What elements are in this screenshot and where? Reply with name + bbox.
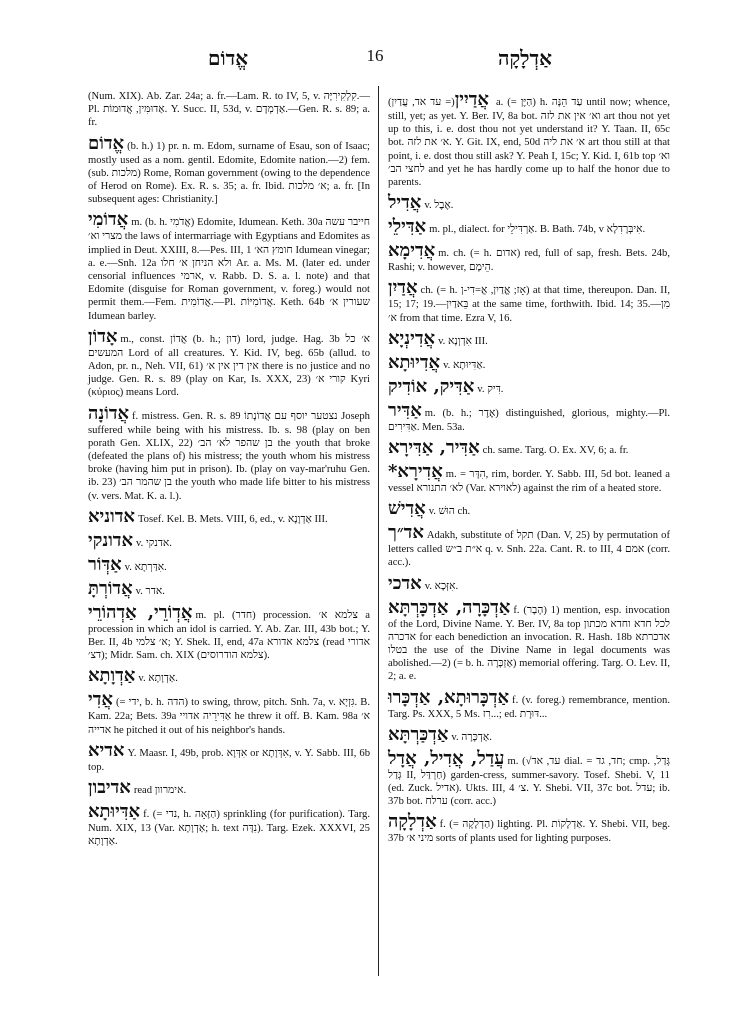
- dictionary-entry: [88, 327, 370, 400]
- headword: אדיא: [88, 739, 125, 761]
- entry-text: m. pl. (חדר) procession. צלמא א׳ a procession in which an idol is carried. Y. Ab. Zar. III, 43b bot.; Y. Ber. II, 4b א׳ צלמי; Y. Shek. II, end, 47a צלמא אדורא (read אדורי דצ׳); Midr. Sam. ch. XIX (צלמא הודרוסים).: [88, 609, 370, 662]
- entry-text: v. אַדְוָתָא.: [138, 673, 178, 685]
- dictionary-entry: [388, 688, 670, 721]
- dictionary-entry: [388, 462, 670, 495]
- headword: אדיבון: [88, 777, 131, 799]
- dictionary-entry: [388, 401, 670, 434]
- entry-text: f. (הָבָר) 1) mention, esp. invocation of the Lord, Divine Name. Y. Ber. IV, 8a top לכל חדא וחדא מכתון אדכרה for each benediction an invocation. R. Hash. 18b אדכרתא בטלו the use of the Divine Name in legal documents was abolished.—2) (= b. h. אַזְכָּרָה) memorial offering. Targ. O. Lev. II, 2; a. e.: [388, 604, 671, 683]
- dictionary-entry: [88, 603, 370, 663]
- dictionary-entry: [388, 749, 670, 809]
- dictionary-entry: [388, 193, 670, 213]
- page-number: 16: [366, 46, 384, 65]
- headword: אֲדוֹמִי: [88, 209, 129, 231]
- dictionary-entry: [388, 438, 670, 458]
- dictionary-entry: [388, 353, 670, 373]
- left-running-head: אֱדוֹם: [208, 46, 249, 70]
- dictionary-entry: [88, 531, 370, 551]
- headword: אַדְכָּרוּתָא, אַדְכָּרוּ: [388, 686, 510, 708]
- dictionary-entry: [88, 555, 370, 575]
- headword: אַדִּיק, אוֹדִיק: [388, 375, 475, 397]
- left-column: [88, 90, 370, 853]
- entry-text: v. אִזְּכָא.: [424, 580, 459, 592]
- entry-text: m. (√עד, אד dial. = חד, גד; cmp. גְּדַל, גְּדַל II, חַרְדַּל) garden-cress, summer-savory. Tosef. Shebi. V, 11 (ed. Zuck. אדיל). Ukts. III, 4 צ׳. Y. Shebi. VII, 37c bot. עדל; ib. 37b bot. ערלח (corr. acc.): [388, 755, 671, 808]
- headword: אֲדַיִין: [454, 89, 489, 110]
- entry-text: f. mistress. Gen. R. s. 89 נצטער יוסף עם אֲדוֹנָתוֹ Joseph suffered while being with his mistress. Ib. s. 98 (play on ben porath Gen. XLIX, 22) בן שהפר לא׳ הב׳ the youth that broke (defeated the plans of) his mistress; the youth whom his mistress broke (having him put in prison). Ib. (play on vay-mar'ruhu Gen. ib. 23) בן שהמר הב׳ the youth who made life bitter to his mistress (v. vers. Mat. K. a. l.).: [88, 410, 371, 502]
- headword: אֲדִישׁ: [388, 498, 426, 520]
- headword: אַדִּילֵי: [388, 216, 427, 238]
- entry-text: v. אדר.: [135, 585, 165, 597]
- entry-text: v. אַדִּיוּתָא.: [443, 359, 486, 371]
- entry-text: m., const. אֲדוֹן (b. h.; דון) lord, judge. Hag. 3b א׳ כל המעשים Lord of all creatures. Y. Kid. IV, beg. 65b (allud. to Adon, pr. n., Neh. VII, 61) אין דין אין א׳ there is no justice and no judge. Gen. R. s. 89 (play on Kar, Is. XXX, 23) קורי א׳ Kyri (κύριος) means Lord.: [88, 333, 370, 399]
- dictionary-entry: [388, 329, 670, 349]
- page-header: [88, 46, 662, 80]
- headword: אֲדִי: [88, 689, 113, 711]
- dictionary-entry: [88, 404, 370, 503]
- entry-text: f. (= הַדְלָקָה) lighting. Pl. אַדְלָקוֹת. Y. Shebi. VII, beg. 37b מיני א׳ sorts of plants used for lighting purposes.: [388, 819, 670, 845]
- dictionary-entry: [388, 574, 670, 594]
- entry-text: m. = הִדָּר, rim, border. Y. Sabb. III, 5d bot. leaned a vessel לא׳ התנורא (Var. לאוירא) against the rim of a heated store.: [388, 469, 670, 495]
- dictionary-entry: [388, 598, 670, 684]
- entry-text: m. (b. h.; אֶדֶר) distinguished, glorious, mighty.—Pl. אַדִּירִים. Men. 53a.: [388, 407, 670, 433]
- dictionary-entry: [88, 210, 370, 322]
- column-divider: [378, 86, 379, 976]
- right-column: [388, 90, 670, 850]
- dictionary-entry: [388, 812, 670, 845]
- entry-text: read אימרוון.: [133, 785, 187, 797]
- headword: אָדוֹן: [88, 325, 118, 347]
- headword: אֲדִימָא: [388, 240, 436, 262]
- dictionary-entry: [88, 778, 370, 798]
- dictionary-entry: [88, 802, 370, 848]
- entry-text: Tosef. Kel. B. Mets. VIII, 6, ed., v. אַדְוָנָא III.: [137, 513, 328, 525]
- headword: אֲדִיוּתָא: [388, 351, 441, 373]
- entry-text: v. אדנקי.: [136, 537, 172, 549]
- headword: אַדְכָּרָה, אַדְכָּרְתָּא: [388, 596, 511, 618]
- entry-text: v. אֶבֶל.: [424, 200, 454, 212]
- entry-text: (Num. XIX). Ab. Zar. 24a; a. fr.—Lam. R. to IV, 5, v. קִלְקִירִיָּה.—Pl. אַדוּמִּין, אֲדוּמוֹת. Y. Succ. II, 53d, v. אַדְמְדָם.—Gen. R. s. 89; a. fr.: [88, 91, 370, 129]
- headword: אַדִּיר: [388, 399, 422, 421]
- entry-text: (b. h.) 1) pr. n. m. Edom, surname of Esau, son of Isaac; mostly used as a nom. gentil. Edomite, Edomite nation.—2) fem. (sub. מלכות) Rome, Roman government (owing to the dependence of Herod on Rome). Ex. R. s. 35; a. fr. Ibid. א׳ מלכות; a. fr. [In subsequent ages: Christianity.]: [88, 140, 370, 206]
- headword: אַדְּוֹר: [88, 553, 122, 575]
- headword: אֱדוֹם: [88, 132, 125, 154]
- entry-text: Y. Maasr. I, 49b, prob. אִדְּוָא or אִדְּוָתָא, v. Y. Sabb. III, 6b top.: [88, 747, 370, 773]
- entry-text: (= ידי, b. h. הדה) to swing, throw, pitch. Snh. 7a, v. גִּזְיָא. B. Kam. 22a; Bets. 39a אַדִּירֵיה אדויי he threw it off. B. Kam. 98a א׳ אדייה he pitched it out of his neighbor's hands.: [88, 697, 371, 736]
- entry-text: v. דִּיק.: [477, 383, 504, 395]
- headword: אַדִּיר, אַדִּירָא: [388, 437, 480, 459]
- dictionary-entry: [388, 90, 670, 189]
- headword: אֲדוֹרְתָּ: [88, 577, 133, 599]
- dictionary-entry: [388, 523, 670, 569]
- headword: אֲדִינְיָא: [388, 327, 436, 349]
- headword: אֲדַיִן: [388, 277, 418, 299]
- entry-text: m. ch. (= h. אדום) red, full of sap, fresh. Bets. 24b, Rashi; v. however, הֵימָם.: [388, 248, 671, 274]
- headword: אֲדְוֹרֵי, אַדְהוֹרֵי: [88, 601, 193, 623]
- headword: אַדְכַּרְתָּא: [388, 723, 449, 745]
- entry-text: ch. same. Targ. O. Ex. XV, 6; a. fr.: [482, 445, 629, 457]
- entry-text: v. אִדְוְנָא III.: [438, 335, 488, 347]
- headword: אֲדִיל: [388, 192, 422, 214]
- entry-text: v. אַדְכָּרָה.: [451, 731, 492, 743]
- dictionary-entry: [88, 666, 370, 686]
- headword: אַדִּיוּתָא: [88, 801, 141, 823]
- dictionary-entry: [88, 690, 370, 736]
- dictionary-entry: [88, 579, 370, 599]
- dictionary-entry: [88, 90, 370, 130]
- entry-text: f. (v. foreg.) remembrance, mention. Targ. Ps. XXX, 5 Ms. רִז...; ed. דּוּרָת...: [388, 694, 670, 720]
- headword: אֲדוֹנָה: [88, 402, 130, 424]
- dictionary-entry: [388, 499, 670, 519]
- dictionary-entry: [388, 377, 670, 397]
- headword: אַדְלָקָה: [388, 811, 437, 833]
- headword: אדוניא: [88, 505, 135, 527]
- dictionary-entry: [388, 241, 670, 274]
- dictionary-entry: [388, 217, 670, 237]
- dictionary-entry: [88, 507, 370, 527]
- headword: אדונקי: [88, 529, 134, 551]
- headword: אדכי: [388, 572, 422, 594]
- dictionary-entry: [388, 278, 670, 324]
- entry-text: v. אִדַּרְתָא.: [124, 561, 167, 573]
- dictionary-entry: [88, 134, 370, 207]
- headword: עֲדַל, אֲדִיל, אֲדָל: [388, 747, 505, 769]
- entry-text: v. הוּשׁ ch.: [428, 506, 471, 518]
- entry-text: Adakh, substitute of תקל (Dan. V, 25) by permutation of letters called א״ת ב״ש q. v. Snh. 22a. Cant. R. to III, 4 אמם (corr. acc.).: [388, 530, 671, 569]
- dictionary-entry: [388, 725, 670, 745]
- entry-text: m. (b. h. אֲדֹמִי) Edomite, Idumean. Keth. 30a חייבר עשה מצרי וא׳ the laws of intermarriage with Egyptians and Edomites as implied in Deut. XXIII, 8.—Pes. III, 1 חומץ הא׳ Idumean vinegar; a. e.—Snh. 12a ולא הניחן א׳ חלו Ar. a. Ms. M. (later ed. under censorial influences ארמי, v. Rabb. D. S. a. l. note) and that Edomite (disguise for Roman government, v. foreg.) would not permit them.—Fem. אֲדוֹמִית.—Pl. אֲדוֹמִיּוֹת. Keth. 64b שעורין א׳ Idumean barley.: [88, 217, 371, 322]
- right-running-head: אַדְלָקָה: [497, 46, 552, 70]
- entry-text: f. (= נדי, h. הַזָּאָה) sprinkling (for purification). Targ. Num. XIX, 13 (Var. אַדְוָתָא; h. text נִדָּה). Targ. Ezek. XXXVI, 25 אַדְוָתָא.: [88, 809, 370, 848]
- entry-text: m. pl., dialect. for אַרְדִּילֵי. B. Bath. 74b, v אִיבְּרָדִלָא.: [429, 224, 646, 236]
- entry-text: ch. (= h. אָז; אֱדַיִן, אֲ=דִי-ן) at that time, thereupon. Dan. II, 15; 17; 19.—בֵּאדַיִן at the same time, forthwith. Ibid. 14; 35.—מִן א׳ from that time. Ezra V, 16.: [388, 285, 670, 324]
- headword: אד״ך: [388, 522, 424, 544]
- dictionary-entry: [88, 741, 370, 774]
- headword: אַדְוָתָא: [88, 665, 136, 687]
- entry-text: (= עד אד, עֲדַיִן) a. (= הַיֶּן) h. עַד הֵנָּה until now; whence, still, yet; as yet. Y. Ber. IV, 8a bot. וא׳ אין את לזה art thou not yet up to this, i. e. dost thou not yet understand it? Y. Taan. II, 65c bot. א׳ את לזה. Y. Git. IX, end, 50d א׳ את ליה art thou still at that point, i. e. dost thou still ask? Y. Peah I, 15c; Y. Kid. I, 61b top וא׳ לחצי הב׳ and yet he has hardly come up to half the honor due to parents.: [388, 97, 670, 189]
- headword: *אֲדִירָא: [388, 461, 443, 483]
